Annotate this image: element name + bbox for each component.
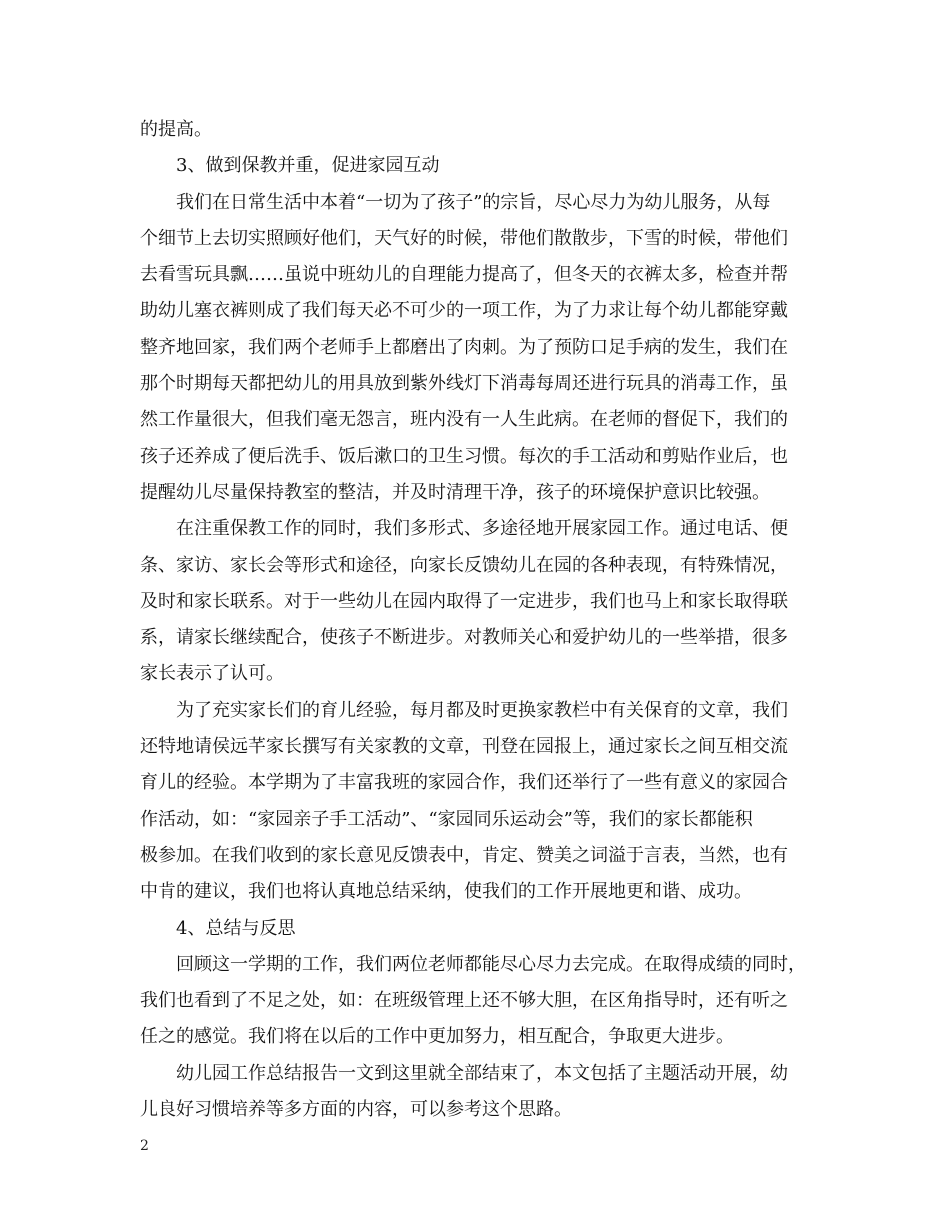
text-line: 我们在日常生活中本着“一切为了孩子”的宗旨，尽心尽力为幼儿服务，从每 xyxy=(176,191,771,213)
text-line: 育儿的经验。本学期为了丰富我班的家园合作，我们还举行了一些有意义的家园合 xyxy=(140,772,788,794)
text-line: 提醒幼儿尽量保持教室的整洁，并及时清理干净，孩子的环境保护意识比较强。 xyxy=(140,481,770,503)
text-line: 回顾这一学期的工作，我们两位老师都能尽心尽力去完成。在取得成绩的同时， xyxy=(176,953,806,975)
text-line: 整齐地回家，我们两个老师手上都磨出了肉刺。为了预防口足手病的发生，我们在 xyxy=(140,336,788,358)
text-line: 在注重保教工作的同时，我们多形式、多途径地开展家园工作。通过电话、便 xyxy=(176,518,788,540)
text-line: 条、家访、家长会等形式和途径，向家长反馈幼儿在园的各种表现，有特殊情况， xyxy=(140,554,788,576)
text-line: 及时和家长联系。对于一些幼儿在园内取得了一定进步，我们也马上和家长取得联 xyxy=(140,590,788,612)
text-line: 然工作量很大，但我们毫无怨言，班内没有一人生此病。在老师的督促下，我们的 xyxy=(140,409,788,431)
text-line: 助幼儿塞衣裤则成了我们每天必不可少的一项工作，为了力求让每个幼儿都能穿戴 xyxy=(140,300,788,322)
text-line: 系，请家长继续配合，使孩子不断进步。对教师关心和爱护幼儿的一些举措，很多 xyxy=(140,627,788,649)
page-number: 2 xyxy=(140,1138,149,1154)
section-heading: 3、做到保教并重，促进家园互动 xyxy=(176,155,440,177)
text-line: 去看雪玩具飘……虽说中班幼儿的自理能力提高了，但冬天的衣裤太多，检查并帮 xyxy=(140,264,788,286)
text-line: 的提高。 xyxy=(140,119,212,140)
text-line: 孩子还养成了便后洗手、饭后漱口的卫生习惯。每次的手工活动和剪贴作业后，也 xyxy=(140,445,788,467)
page-body-text xyxy=(140,112,810,1128)
text-line: 我们也看到了不足之处，如：在班级管理上还不够大胆，在区角指导时，还有听之 xyxy=(140,990,788,1012)
text-line: 作活动，如：“家园亲子手工活动”、“家园同乐运动会”等，我们的家长都能积 xyxy=(140,808,753,830)
text-line: 任之的感觉。我们将在以后的工作中更加努力，相互配合，争取更大进步。 xyxy=(140,1026,734,1048)
text-line: 为了充实家长们的育儿经验，每月都及时更换家教栏中有关保育的文章，我们 xyxy=(176,699,788,721)
text-line: 个细节上去切实照顾好他们，天气好的时候，带他们散散步，下雪的时候，带他们 xyxy=(140,227,788,249)
text-line: 幼儿园工作总结报告一文到这里就全部结束了，本文包括了主题活动开展，幼 xyxy=(176,1062,788,1084)
text-line: 极参加。在我们收到的家长意见反馈表中，肯定、赞美之词溢于言表，当然，也有 xyxy=(140,844,788,866)
text-line: 家长表示了认可。 xyxy=(140,663,284,685)
text-line: 儿良好习惯培养等多方面的内容，可以参考这个思路。 xyxy=(140,1099,572,1121)
text-line: 还特地请侯远芊家长撰写有关家教的文章，刊登在园报上，通过家长之间互相交流 xyxy=(140,736,788,758)
text-line: 那个时期每天都把幼儿的用具放到紫外线灯下消毒每周还进行玩具的消毒工作，虽 xyxy=(140,373,788,395)
section-heading: 4、总结与反思 xyxy=(176,917,296,939)
text-line: 中肯的建议，我们也将认真地总结采纳，使我们的工作开展地更和谐、成功。 xyxy=(140,881,752,903)
